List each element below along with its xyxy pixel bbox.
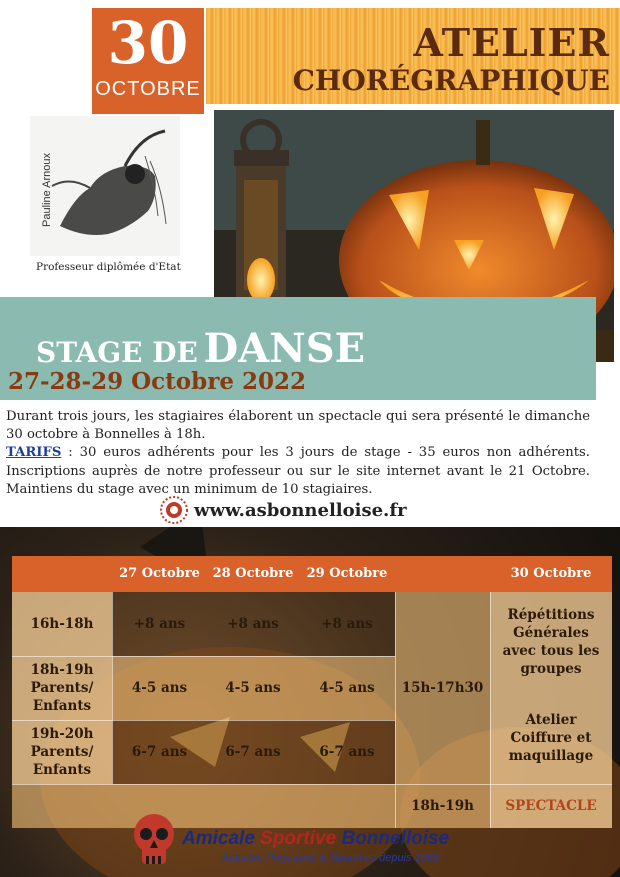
club-name-part-2: Sportive [260,828,337,849]
slot-3-day-27: 6-7 ans [112,720,207,784]
date-badge [92,8,204,114]
title-line-2: CHORÉGRAPHIQUE [292,64,610,97]
club-name [182,828,449,850]
slot-3-day-29: 6-7 ans [299,720,395,784]
teacher-caption: Professeur diplômée d'Etat [36,261,181,273]
day-30-activity-rehearsal: Répétitions Générales avec tous les groupes [490,592,612,692]
header-day-29: 29 Octobre [306,566,388,581]
slot-2-day-29: 4-5 ans [299,656,395,720]
teacher-name: Pauline Arnoux [41,153,53,227]
club-tagline: Activités Physiques & Sportives depuis 1969 [222,852,440,864]
grid-divider [490,592,491,828]
date-month: OCTOBRE [95,78,201,100]
description-text [6,408,590,499]
stage-dates: 27-28-29 Octobre 2022 [8,368,306,395]
header-day-30: 30 Octobre [510,566,592,581]
schedule-table [12,556,612,828]
stage-prefix: STAGE DE [36,336,198,369]
stage-title [36,325,365,372]
club-name-part-3: Bonnelloise [341,828,450,849]
skull-logo-icon [130,812,178,870]
website-link[interactable]: www.asbonnelloise.fr [194,499,407,521]
header-day-28: 28 Octobre [212,566,294,581]
teacher-photo [30,116,210,291]
time-slot-1: 16h-18h [12,592,112,656]
description-intro: Durant trois jours, les stagiaires élaborent un spectacle qui sera présenté le dimanche 30 octobre à Bonnelles à 18h. [6,409,590,443]
grid-divider [12,720,395,721]
club-name-part-1: Amicale [182,828,255,849]
grid-divider [395,592,396,828]
show-time: 18h-19h [395,784,490,828]
club-sun-logo-icon [160,496,188,524]
grid-divider [12,784,612,785]
slot-1-day-27: +8 ans [112,592,207,656]
slot-1-day-28: +8 ans [207,592,299,656]
club-footer [130,812,530,872]
website-row [160,496,407,524]
day-30-time: 15h-17h30 [395,592,490,784]
date-day: 30 [107,9,189,77]
show-label: SPECTACLE [490,784,612,828]
slot-2-day-27: 4-5 ans [112,656,207,720]
header-day-27: 27 Octobre [119,566,200,581]
slot-1-day-29: +8 ans [299,592,395,656]
tarifs-text: : 30 euros adhérents pour les 3 jours de stage - 35 euros non adhérents. Inscriptions auprès de notre professeur ou sur le site internet avant le 21 Octobre. Maintiens du stage avec un minimum de 10 stagiaires. [6,445,590,497]
slot-2-day-28: 4-5 ans [207,656,299,720]
stage-highlight: DANSE [203,325,366,372]
time-slot-2: 18h-19h Parents/ Enfants [12,656,112,720]
tarifs-label: TARIFS [6,445,62,461]
grid-divider [12,656,395,657]
slot-3-day-28: 6-7 ans [207,720,299,784]
grid-divider [112,592,113,784]
day-30-activity-makeup: Atelier Coiffure et maquillage [490,692,612,784]
time-slot-3: 19h-20h Parents/ Enfants [12,720,112,784]
title-line-1: ATELIER [413,20,610,65]
title-banner [206,8,620,104]
